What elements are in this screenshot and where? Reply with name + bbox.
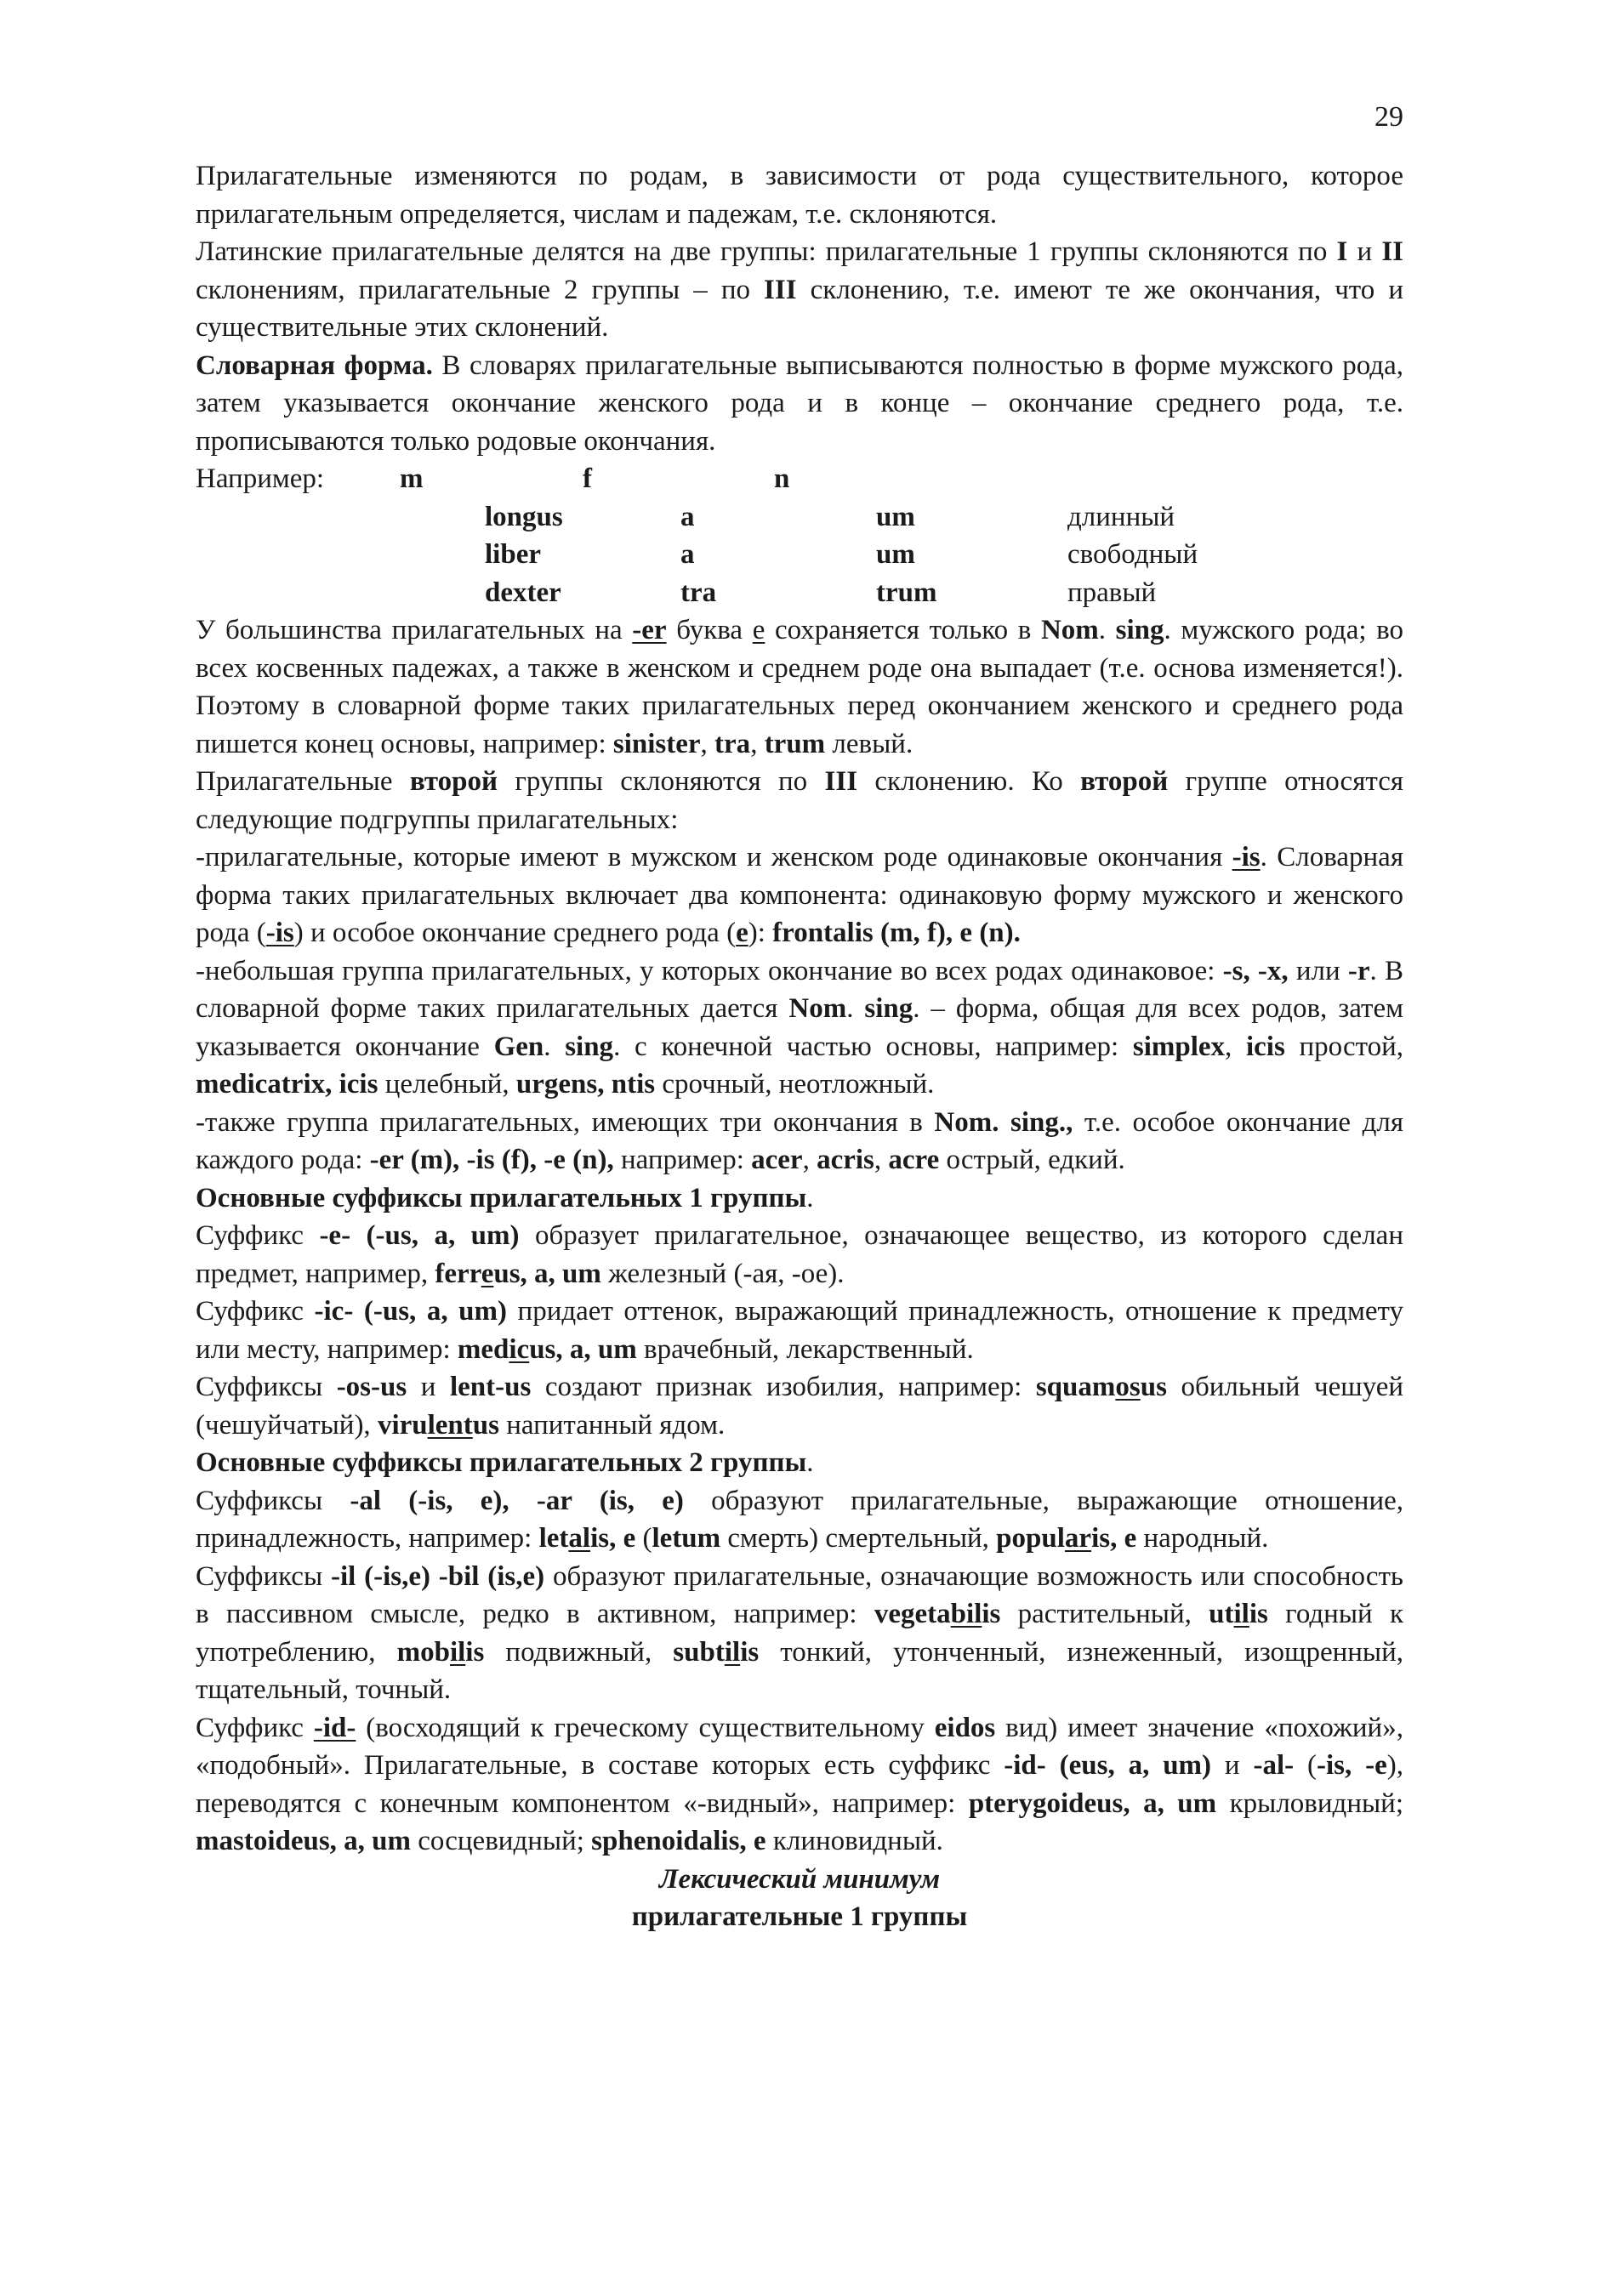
latin-word: acre <box>888 1145 940 1175</box>
text-span: сохраняется только в <box>765 615 1041 645</box>
latin-word: dexter <box>485 577 561 608</box>
latin-ending: e <box>736 918 748 948</box>
text-span: , <box>874 1145 889 1175</box>
latin-word: acris <box>817 1145 874 1175</box>
paragraph-8 <box>196 1104 1403 1179</box>
text-span: Суффикс <box>196 1712 314 1743</box>
paragraph-4 <box>196 611 1403 763</box>
latin-word: ferr <box>435 1258 481 1289</box>
document-body <box>196 157 1403 1936</box>
translation: свободный <box>1067 539 1198 570</box>
text-span: . Словарная форма таких прилагательных включает два компонента: одинаковую форму мужского и женского рода ( <box>196 842 1403 948</box>
suffix-highlight: ar <box>1064 1523 1092 1554</box>
neut-ending: um <box>876 539 915 570</box>
page-number: 29 <box>1374 101 1403 133</box>
suffix: -al (-is, e), -ar (is, e) <box>350 1485 684 1516</box>
latin-word: is, e <box>590 1523 636 1554</box>
text-span: железный (-ая, -ое). <box>600 1258 845 1289</box>
suffix-highlight: il <box>724 1636 741 1668</box>
text-span: срочный, неотложный. <box>655 1069 935 1100</box>
latin-word: acer <box>751 1145 803 1175</box>
text-span: целебный, <box>378 1069 516 1100</box>
text-span: годный к употреблению, <box>196 1599 1403 1668</box>
suffix: lent-us <box>449 1372 532 1402</box>
text-span: В словарях прилагательные выписываются полностью в форме мужского рода, затем указывается окончание женского рода и в конце – окончание среднего рода, т.е. прописываются только родовые окончания. <box>196 350 1403 457</box>
fem-ending: a <box>680 501 695 532</box>
paragraph-12 <box>196 1482 1403 1558</box>
suffix-highlight: il <box>1233 1599 1249 1629</box>
latin-word: viru <box>377 1409 428 1441</box>
neut-ending: um <box>876 501 915 532</box>
translation: длинный <box>1067 501 1175 532</box>
text-span: образуют прилагательные, выражающие отношение, принадлежность, например: <box>196 1485 1403 1554</box>
text-span: напитанный ядом. <box>498 1409 726 1441</box>
text-span: . <box>544 1031 566 1062</box>
latin-ending: -is <box>1232 842 1261 872</box>
example-row <box>196 574 1403 612</box>
latin-word: medicatrix, icis <box>196 1069 378 1100</box>
text-span: клиновидный. <box>765 1826 943 1856</box>
text-span: группы склоняются по <box>498 766 825 797</box>
section-subtitle: прилагательные 1 группы <box>631 1901 968 1932</box>
paragraph-3 <box>196 347 1403 461</box>
text-span: -также группа прилагательных, имеющих три окончания в <box>196 1106 935 1138</box>
suffix: -os-us <box>336 1372 407 1402</box>
text-span: крыловидный; <box>1216 1787 1403 1819</box>
text-span: . с конечной частью основы, например: <box>613 1031 1133 1062</box>
paragraph-10 <box>196 1293 1403 1368</box>
text-span: . – форма, общая для всех родов, затем указывается окончание <box>196 993 1403 1062</box>
text-span: . <box>1098 615 1116 645</box>
translation: правый <box>1067 577 1157 608</box>
paragraph-5 <box>196 763 1403 838</box>
example-table <box>196 498 1403 612</box>
latin-word: us <box>1140 1372 1167 1402</box>
case-abbr: Nom. sing., <box>934 1106 1073 1138</box>
text-span: Прилагательные <box>196 766 410 797</box>
latin-word: is, e <box>1091 1523 1137 1554</box>
latin-word: simplex <box>1132 1031 1226 1062</box>
text-span: придает оттенок, выражающий принадлежность, отношение к предмету или месту, например: <box>196 1296 1403 1365</box>
text-span: . <box>806 1447 814 1478</box>
suffix: -is, -e <box>1316 1750 1387 1781</box>
paragraph-2 <box>196 233 1403 347</box>
text-span: ( <box>635 1523 652 1554</box>
paragraph-13 <box>196 1558 1403 1709</box>
suffix-highlight: e <box>481 1258 494 1289</box>
latin-word: trum <box>764 728 826 759</box>
section-heading-1 <box>196 1179 1403 1218</box>
suffix: -il (-is,e) -bil (is,e) <box>330 1560 545 1592</box>
paragraph-6 <box>196 838 1403 952</box>
text-span: Суффикс <box>196 1296 315 1327</box>
latin-word: is <box>740 1636 760 1668</box>
text-span: У большинства прилагательных на <box>196 615 633 645</box>
case-abbr: Nom <box>1040 615 1099 645</box>
latin-word: pterygoideus, a, um <box>968 1787 1217 1819</box>
text-span: Суффиксы <box>196 1485 350 1516</box>
text-span: . В словарной форме таких прилагательных дается <box>196 955 1404 1024</box>
number-abbr: sing <box>565 1031 614 1062</box>
latin-word: popul <box>996 1523 1065 1554</box>
paragraph-1: Прилагательные изменяются по родам, в зависимости от рода существительного, которое прилагательным определяется, числам и падежам, т.е. склоняются. <box>196 161 1403 230</box>
suffix-highlight: bil <box>950 1599 982 1629</box>
text-span: и <box>1211 1750 1254 1781</box>
latin-word: mastoideus, a, um <box>196 1826 412 1856</box>
text-span: или <box>1288 955 1348 986</box>
latin-ending: -s, -x, <box>1222 955 1289 986</box>
latin-ending: -is <box>265 918 294 948</box>
latin-word: frontalis (m, f), e (n). <box>772 918 1021 948</box>
text-span: (восходящий к греческому существительному <box>356 1712 935 1743</box>
example-row <box>196 536 1403 574</box>
text-span: склонению. Ко <box>857 766 1081 797</box>
text-span: склонению, т.е. имеют те же окончания, что и существительные этих склонений. <box>196 274 1403 343</box>
text-span: острый, едкий. <box>939 1145 1125 1175</box>
text-span: врачебный, лекарственный. <box>636 1333 974 1365</box>
suffix-highlight: os <box>1115 1372 1141 1402</box>
text-span: , <box>802 1145 817 1175</box>
suffix: -id- <box>313 1712 356 1743</box>
latin-word: is <box>982 1599 1001 1629</box>
latin-word: eidos <box>934 1712 996 1743</box>
case-abbr: Nom <box>788 993 847 1024</box>
text-span: и <box>1347 236 1382 267</box>
text-span: ) и особое окончание среднего рода ( <box>293 918 737 948</box>
text-span: смерть) смертельный, <box>720 1523 997 1554</box>
latin-word: vegeta <box>874 1599 951 1629</box>
gender-n: n <box>774 463 790 494</box>
fem-ending: tra <box>680 577 717 608</box>
text-span: склонениям, прилагательные 2 группы – по <box>196 274 765 305</box>
latin-word: squam <box>1035 1372 1116 1402</box>
latin-word: ut <box>1209 1599 1234 1629</box>
latin-word: subt <box>673 1636 725 1668</box>
text-span: тонкий, утонченный, изнеженный, изощренный, тщательный, точный. <box>196 1636 1403 1705</box>
text-span: образует прилагательное, означающее вещество, из которого сделан предмет, например, <box>196 1220 1403 1289</box>
latin-ending: -er (m), -is (f), -e (n), <box>369 1145 614 1175</box>
latin-word: sphenoidalis, e <box>591 1826 766 1856</box>
text-span: , <box>750 728 765 759</box>
latin-word: tra <box>714 728 751 759</box>
text-span: и <box>407 1372 450 1402</box>
latin-word: is <box>1249 1599 1268 1629</box>
text-span: создают признак изобилия, например: <box>531 1372 1036 1402</box>
text-span: левый. <box>825 728 913 759</box>
text-span: вид) имеет значение «похожий», «подобный». Прилагательные, в составе которых есть суффикс <box>196 1712 1403 1781</box>
latin-ending: -er <box>632 615 667 645</box>
number-abbr: sing <box>1115 615 1164 645</box>
example-label: Например: <box>196 463 325 494</box>
emphasis: второй <box>1080 766 1169 797</box>
roman-numeral: III <box>824 766 858 797</box>
gender-m: m <box>400 463 424 494</box>
text-span: образуют прилагательные, означающие возможность или способность в пассивном смысле, редко в активном, например: <box>196 1560 1403 1629</box>
text-span: т.е. особое окончание для каждого рода: <box>196 1106 1404 1175</box>
roman-numeral: III <box>764 274 797 305</box>
text-span: простой, <box>1284 1031 1404 1062</box>
latin-word: liber <box>485 539 541 570</box>
paragraph-11 <box>196 1368 1403 1444</box>
latin-word: icis <box>1245 1031 1285 1062</box>
text-span: Суффиксы <box>196 1372 337 1402</box>
suffix: -ic- (-us, a, um) <box>314 1296 507 1327</box>
text-span: например: <box>613 1145 752 1175</box>
latin-word: med <box>457 1333 509 1365</box>
latin-word: us, a, um <box>529 1333 637 1365</box>
text-span: ( <box>1294 1750 1317 1781</box>
suffix-highlight: lent <box>427 1409 473 1441</box>
latin-word: us, a, um <box>493 1258 601 1289</box>
latin-ending: -r <box>1347 955 1370 986</box>
gender-f: f <box>583 463 592 494</box>
suffix-highlight: ic <box>509 1333 530 1365</box>
latin-word: sinister <box>612 728 701 759</box>
letter: e <box>752 615 765 645</box>
section-title: Лексический минимум <box>658 1863 941 1895</box>
roman-numeral: II <box>1381 236 1403 267</box>
heading-text: Основные суффиксы прилагательных 2 группы <box>196 1447 807 1478</box>
latin-word: urgens, ntis <box>515 1069 656 1100</box>
text-span: Суффиксы <box>196 1560 331 1592</box>
latin-word: longus <box>485 501 563 532</box>
latin-word: is <box>465 1636 485 1668</box>
text-span: , <box>700 728 715 759</box>
number-abbr: sing <box>864 993 913 1024</box>
latin-word: let <box>538 1523 569 1554</box>
paragraph-7 <box>196 952 1403 1104</box>
neut-ending: trum <box>876 577 937 608</box>
emphasis: второй <box>409 766 498 797</box>
text-span: растительный, <box>1000 1599 1209 1629</box>
latin-word: mob <box>396 1636 450 1668</box>
text-span: Суффикс <box>196 1220 320 1251</box>
text-span: обильный чешуей (чешуйчатый), <box>196 1372 1403 1441</box>
text-span: буква <box>666 615 753 645</box>
text-span: сосцевидный; <box>411 1826 592 1856</box>
term-title: Словарная форма. <box>196 350 433 381</box>
text-span: -небольшая группа прилагательных, у которых окончание во всех родах одинаковое: <box>196 955 1223 986</box>
latin-word: us <box>472 1409 499 1441</box>
text-span: ): <box>748 918 773 948</box>
example-row <box>196 498 1403 537</box>
suffix: -e- (-us, a, um) <box>319 1220 520 1251</box>
text-span: -прилагательные, которые имеют в мужском и женском роде одинаковые окончания <box>196 842 1232 872</box>
suffix: -id- (eus, a, um) <box>1004 1750 1212 1781</box>
paragraph-14 <box>196 1709 1403 1861</box>
fem-ending: a <box>680 539 695 570</box>
suffix-highlight: il <box>449 1636 466 1668</box>
text-span: Латинские прилагательные делятся на две группы: прилагательные 1 группы склоняются по <box>196 236 1337 267</box>
heading-text: Основные суффиксы прилагательных 1 группы <box>196 1182 807 1213</box>
text-span: . <box>846 993 865 1024</box>
section-heading-2 <box>196 1444 1403 1482</box>
text-span: подвижный, <box>484 1636 674 1668</box>
roman-numeral: I <box>1336 236 1348 267</box>
paragraph-9 <box>196 1217 1403 1293</box>
suffix-highlight: al <box>568 1523 591 1554</box>
suffix: -al- <box>1253 1750 1295 1781</box>
text-span: ), переводятся с конечным компонентом «-видный», например: <box>196 1750 1403 1819</box>
text-span: народный. <box>1136 1523 1269 1554</box>
latin-word: letum <box>652 1523 721 1554</box>
text-span: . мужского рода; во всех косвенных падежах, а также в женском и среднем роде она выпадает (т.е. основа изменяется!). Поэтому в словарной форме таких прилагательных перед окончанием женского и среднего рода пишется конец основы, например: <box>196 615 1403 759</box>
text-span: группе относятся следующие подгруппы прилагательных: <box>196 766 1404 835</box>
text-span: . <box>806 1182 814 1213</box>
text-span: , <box>1225 1031 1246 1062</box>
example-header <box>196 460 1403 498</box>
case-abbr: Gen <box>493 1031 544 1062</box>
